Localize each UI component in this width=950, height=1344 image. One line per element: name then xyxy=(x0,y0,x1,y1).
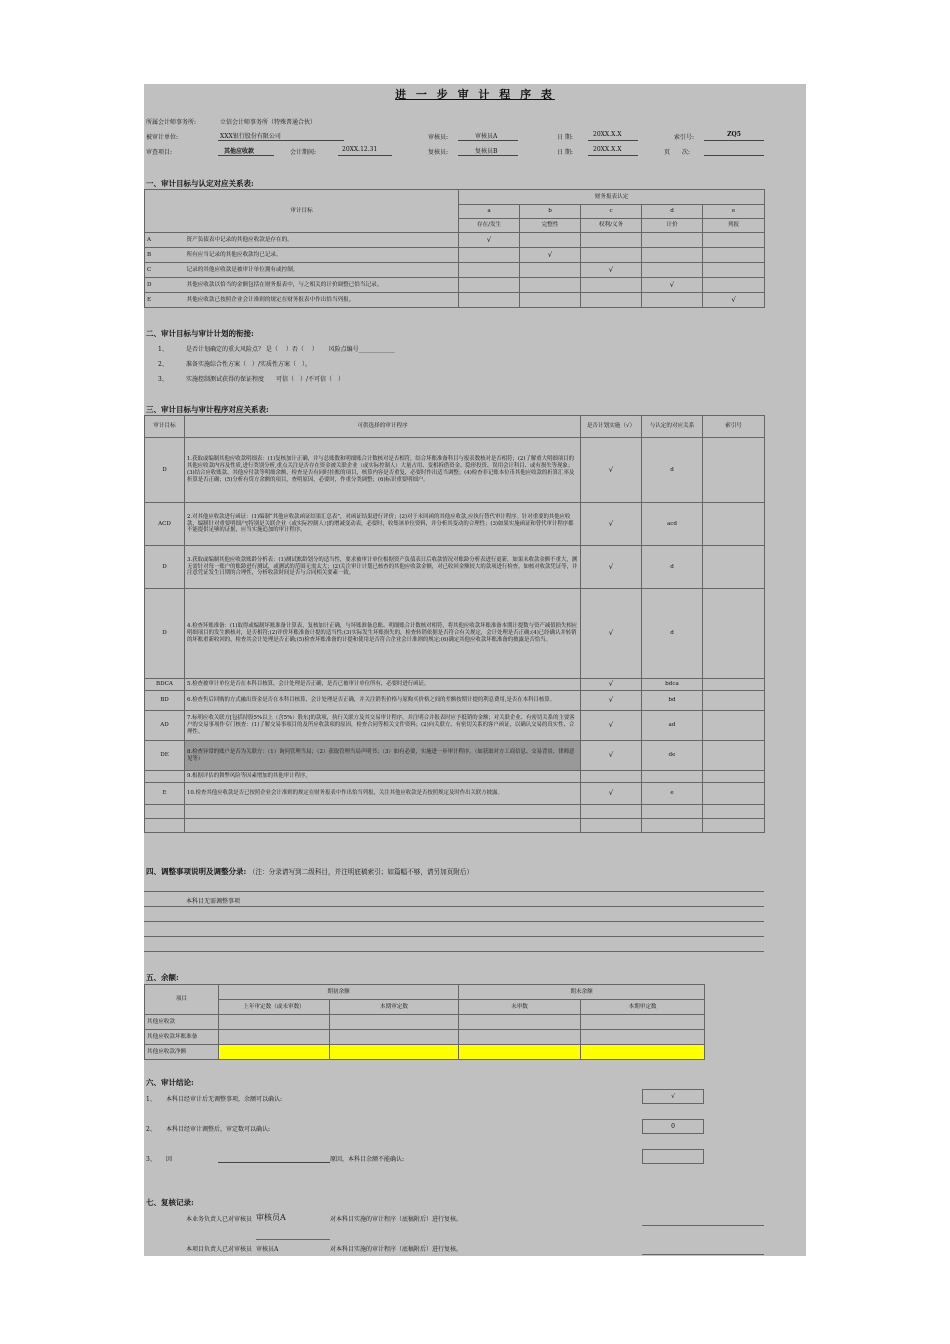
assertion-valuation: 计价 xyxy=(642,219,703,233)
objective-code: E xyxy=(145,293,185,308)
section7-heading: 七、复核记录: xyxy=(146,1198,194,1207)
procedure-text: 1.获取或编制其他应收款明细表：(1)复核加计正确，并与总账数和明细账合计数核对是否相符，结合坏账准备科目与报表数核对是否相符；(2)了解重大明细项目的其他应收款内容及性质,进行类别分析,重点关注是否存在资金被关联企业（或实际控制人）大量占用、变相拆借资金、隐形投资、误用会计科目、或有损失等现象；(3)结合应收账款、其他应付款等明细余额，检查是否有同时挂账的项目，核算内容是否重复，必要时作出适当调整；(4)检查非记账本位币其他应收款的折算汇率及折算是否正确；(5)分析有贷方余额的项目，查明原因，必要时，作重分类调整；(6)标识重要明细户。 xyxy=(185,438,581,503)
goal-cell: D xyxy=(145,438,185,503)
check-mark: √ xyxy=(459,233,520,248)
procedure-row xyxy=(145,741,765,771)
date-label-1: 日 期: xyxy=(557,134,573,141)
objective-text: 记录的其他应收款是被审计单位拥有或控制。 xyxy=(185,263,459,278)
date-field-1: 20XX.X.X xyxy=(588,131,638,141)
review-text-2b: 对本科目实施的审计程序（底稿附后）进行复核。 xyxy=(330,1246,463,1253)
goal-cell: E xyxy=(145,783,185,805)
firm-value: 立信会计师事务所（特殊普通合伙） xyxy=(220,119,317,126)
plan-check[interactable]: √ xyxy=(581,691,642,711)
index-cell[interactable] xyxy=(703,503,765,546)
conclusion-box-3[interactable] xyxy=(642,1149,704,1164)
goal-cell: D xyxy=(145,546,185,589)
procedure-row xyxy=(145,438,765,503)
goal-cell: BDCA xyxy=(145,679,185,691)
empty-row xyxy=(145,805,765,819)
audit-sheet xyxy=(144,84,806,1256)
client-field: XXX银行股份有限公司 xyxy=(218,131,344,141)
review-name-2: 审核员A xyxy=(256,1246,279,1253)
index-field: ZQ5 xyxy=(704,131,764,141)
s2-item-text: 准备实施综合性方案（ ）/实质性方案（ ）。 xyxy=(186,361,312,368)
balance-item: 其他应收款净额 xyxy=(145,1045,219,1060)
empty-cell xyxy=(581,805,642,819)
s6-text: 本科目经审计后无调整事项，余额可以确认: xyxy=(166,1096,283,1103)
letter-d: d xyxy=(642,205,703,219)
procedure-row xyxy=(145,691,765,711)
assertion-cell: d xyxy=(642,546,703,589)
balance-cell[interactable] xyxy=(219,1045,330,1060)
procedure-text: 9.根据评估的舞弊风险等因素增加的其他审计程序。 xyxy=(185,771,581,783)
col-closing: 期末余额 xyxy=(459,985,705,1000)
date-field-2: 20XX.X.X xyxy=(588,146,638,156)
goal-cell: BD xyxy=(145,691,185,711)
s6-text: 本科目经审计调整后，审定数可以确认: xyxy=(166,1126,271,1133)
col-fs-assertion: 财务报表认定 xyxy=(459,190,765,205)
index-cell[interactable] xyxy=(703,546,765,589)
s6-num: 1、 xyxy=(146,1096,156,1103)
col-unaudited: 未审数 xyxy=(459,1000,581,1015)
adjust-line xyxy=(144,921,764,922)
client-label: 被审计单位: xyxy=(146,134,179,141)
s2-item-num: 3、 xyxy=(158,376,168,383)
section2-heading: 二、审计目标与审计计划的衔接: xyxy=(146,329,254,338)
plan-check[interactable] xyxy=(581,771,642,783)
conclusion-box-2[interactable]: 0 xyxy=(642,1119,704,1134)
procedure-row xyxy=(145,771,765,783)
index-cell[interactable] xyxy=(703,589,765,679)
assertion-cell xyxy=(520,263,581,278)
assertion-cell xyxy=(642,293,703,308)
review-text-1: 本业务负责人已对审核员 xyxy=(186,1216,253,1223)
index-cell[interactable] xyxy=(703,691,765,711)
empty-cell xyxy=(185,805,581,819)
date-label-2: 日 期: xyxy=(557,149,573,156)
balance-cell[interactable] xyxy=(330,1030,459,1045)
assertion-existence: 存在/发生 xyxy=(459,219,520,233)
col-current-audited: 本期审定数 xyxy=(330,1000,459,1015)
signature-line-2[interactable] xyxy=(642,1254,764,1255)
plan-check[interactable]: √ xyxy=(581,711,642,741)
empty-cell xyxy=(642,805,703,819)
balance-cell[interactable] xyxy=(581,1030,705,1045)
item-label: 审查项目: xyxy=(146,149,173,156)
s2-item-text: 是否计划确定的重大风险点？ 是（ ）否（ ） 风险点编号____________ xyxy=(186,346,395,353)
assertion-cell xyxy=(703,248,765,263)
index-cell[interactable] xyxy=(703,438,765,503)
empty-cell xyxy=(185,819,581,833)
plan-check[interactable]: √ xyxy=(581,503,642,546)
section4-heading: 四、调整事项说明及调整分录: （注：分录请写到二级科目，并注明底稿索引；如篇幅不够，请另加页附后） xyxy=(146,867,474,876)
procedure-row xyxy=(145,546,765,589)
assertion-cell xyxy=(581,248,642,263)
balance-cell[interactable] xyxy=(330,1045,459,1060)
plan-check[interactable]: √ xyxy=(581,783,642,805)
assertion-cell xyxy=(520,278,581,293)
review-name-1: 审核员A xyxy=(256,1213,286,1222)
goal-cell: D xyxy=(145,589,185,679)
assertion-cell xyxy=(459,248,520,263)
check-mark: √ xyxy=(642,278,703,293)
letter-e: e xyxy=(703,205,765,219)
s6-text2: 原因，本科目余额不能确认: xyxy=(330,1156,405,1163)
empty-cell xyxy=(642,819,703,833)
empty-cell xyxy=(145,819,185,833)
preparer-label: 审核员: xyxy=(428,134,449,141)
balance-table xyxy=(144,984,705,1060)
assertion-cell xyxy=(642,233,703,248)
objective-text: 其他应收款以恰当的金额包括在财务报表中，与之相关的计价调整已恰当记录。 xyxy=(185,278,459,293)
objective-row xyxy=(145,293,765,308)
balance-item: 其他应收款坏账准备 xyxy=(145,1030,219,1045)
adjust-line xyxy=(144,891,764,892)
check-mark: √ xyxy=(703,293,765,308)
objective-text: 资产负债表中记录的其他应收款是存在的。 xyxy=(185,233,459,248)
signature-line-1[interactable] xyxy=(642,1225,764,1226)
balance-item: 其他应收款 xyxy=(145,1015,219,1030)
adjust-line xyxy=(144,906,764,907)
check-mark: √ xyxy=(520,248,581,263)
conclusion-box-1[interactable]: √ xyxy=(642,1089,704,1104)
empty-cell xyxy=(581,819,642,833)
page-title: 进 一 步 审 计 程 序 表 xyxy=(395,88,555,101)
balance-cell[interactable] xyxy=(581,1015,705,1030)
index-cell[interactable] xyxy=(703,679,765,691)
assertion-cell xyxy=(642,771,703,783)
procedure-text: 3.获取或编制其他应收款账龄分析表：(1)测试账龄划分的适当性，要求被审计单位根据资产负债表日后收款情况对账龄分析表进行更新，如果未收款金额不重大，测无需针对每一账户的账龄进行测试，或测试的范围无需太大；(2)关注审计计划已核查的其他应收款金额，对已收回金额较大的款项进行检查，如核对收款凭证等，并注意凭证发生日期的合理性，分析收款时间是否与合同相关要素一致。 xyxy=(185,546,581,589)
name-underline xyxy=(256,1239,330,1240)
s6-num: 2、 xyxy=(146,1126,156,1133)
balance-cell[interactable] xyxy=(219,1015,330,1030)
section5-heading: 五、余额: xyxy=(146,973,179,982)
plan-check[interactable]: √ xyxy=(581,741,642,771)
objective-table xyxy=(144,189,765,308)
s6-num: 3、 xyxy=(146,1156,156,1163)
goal-cell: ACD xyxy=(145,503,185,546)
objective-code: C xyxy=(145,263,185,278)
objective-row xyxy=(145,233,765,248)
section3-heading: 三、审计目标与审计程序对应关系表: xyxy=(146,405,269,414)
review-text-1b: 对本科目实施的审计程序（底稿附后）进行复核。 xyxy=(330,1216,463,1223)
col-prior-audited: 上年审定数（或未审数） xyxy=(219,1000,330,1015)
objective-row xyxy=(145,248,765,263)
plan-check[interactable]: √ xyxy=(581,546,642,589)
balance-cell[interactable] xyxy=(330,1015,459,1030)
assertion-cell xyxy=(703,233,765,248)
goal-cell xyxy=(145,771,185,783)
col-item: 项目 xyxy=(145,985,219,1015)
balance-row xyxy=(145,1045,705,1060)
assertion-cell xyxy=(703,263,765,278)
assertion-cell: e xyxy=(642,783,703,805)
assertion-cell: de xyxy=(642,741,703,771)
assertion-cell xyxy=(581,293,642,308)
empty-cell xyxy=(703,819,765,833)
index-cell[interactable] xyxy=(703,771,765,783)
procedure-text: 4.检查坏账准备：(1)取得或编制坏账准备计算表，复核加计正确，与坏账准备总账、明细账合计数核对相符，将其他应收款坏账准备本期计提数与资产减值损失相应明细项目的发生额核对，是否相符;(2)评价坏账准备计提的适当性;(3)实际发生坏账损失的，检查转销依据是否符合有关规定，会计处理是否正确;(4)已经确认并转销的坏账重新收回的，检查其会计处理是否正确;(5)检查坏账准备的计提和使用是否符合企业会计准则的规定;(6)确定其他应收款坏账准备的披露是否恰当。 xyxy=(185,589,581,679)
preparer-field: 审核员A xyxy=(458,131,518,141)
objective-text: 其他应收款已按照企业会计准则的规定在财务报表中作出恰当列报。 xyxy=(185,293,459,308)
objective-code: A xyxy=(145,233,185,248)
procedure-row xyxy=(145,679,765,691)
assertion-cell xyxy=(459,263,520,278)
balance-cell[interactable] xyxy=(459,1015,581,1030)
period-label: 会计期间: xyxy=(290,149,317,156)
objective-row xyxy=(145,278,765,293)
goal-cell: AD xyxy=(145,711,185,741)
balance-row xyxy=(145,1015,705,1030)
col-assertion: 与认定的对应关系 xyxy=(642,416,703,438)
reviewer-label: 复核员: xyxy=(428,149,449,156)
assertion-rights: 权利/义务 xyxy=(581,219,642,233)
assertion-cell xyxy=(642,263,703,278)
assertion-cell xyxy=(703,278,765,293)
empty-cell xyxy=(703,805,765,819)
firm-label: 所属会计师事务所: xyxy=(146,119,197,126)
assertion-cell xyxy=(581,233,642,248)
period-field: 20XX.12.31 xyxy=(338,146,392,156)
balance-cell[interactable] xyxy=(581,1045,705,1060)
assertion-cell: bd xyxy=(642,691,703,711)
assertion-cell: d xyxy=(642,589,703,679)
col-objective: 审计目标 xyxy=(145,190,459,233)
assertion-cell xyxy=(642,248,703,263)
assertion-cell xyxy=(459,293,520,308)
objective-text: 所有应当记录的其他应收款均已记录。 xyxy=(185,248,459,263)
goal-cell: DE xyxy=(145,741,185,771)
procedure-text: 10.检查其他应收款是否已按照企业会计准则的规定在财务报表中作出恰当列报，关注其他应收款是否按照规定及时作出关联方披露。 xyxy=(185,783,581,805)
reviewer-field: 复核员B xyxy=(458,146,518,156)
col-closing-audited: 本期审定数 xyxy=(581,1000,705,1015)
page-field xyxy=(704,146,764,156)
reason-field[interactable] xyxy=(218,1153,330,1163)
balance-row xyxy=(145,1030,705,1045)
page-label: 页 次: xyxy=(664,149,691,156)
s2-item-text: 实施控制测试获得的保证程度 可信（ ）/不可信（ ） xyxy=(186,376,345,383)
index-cell[interactable] xyxy=(703,711,765,741)
assertion-cell: ad xyxy=(642,711,703,741)
adjust-line xyxy=(144,936,764,937)
procedure-text: 2.对其他应收款进行函证：(1)编制“其他应收款函证结果汇总表”，对函证结果进行评价；(2)对于未回函的其他应收款,应执行替代审计程序。针对重要的其他应收款，编制针对重要明细户[特别是关联企业（或实际控制人）]的增减变动表，必要时，收集该单位资料，并分析其变动的合理性；(3)如果实施函证和替代审计程序都不能提供足够的证据，应当实施追加的审计程序。 xyxy=(185,503,581,546)
s6-text: 因 xyxy=(166,1156,173,1163)
empty-cell xyxy=(145,805,185,819)
balance-cell[interactable] xyxy=(459,1045,581,1060)
assertion-cell xyxy=(581,278,642,293)
assertion-cell: bdca xyxy=(642,679,703,691)
index-cell[interactable] xyxy=(703,741,765,771)
procedure-row xyxy=(145,783,765,805)
balance-cell[interactable] xyxy=(459,1030,581,1045)
index-cell[interactable] xyxy=(703,783,765,805)
review-text-2: 本项目负责人已对审核员 xyxy=(186,1246,253,1253)
assertion-cell: acd xyxy=(642,503,703,546)
objective-row xyxy=(145,263,765,278)
col-plan: 是否计划实施（√） xyxy=(581,416,642,438)
col-opening: 期初余额 xyxy=(219,985,459,1000)
procedure-text: 7.标明应收关联方[包括持股5%以上（含5%）股东]的款项，执行关联方及其交易审计程序，并注明合并报表时应予抵销的金额；对关联企业、有密切关系的主要客户的交易事项作专门核查：(1)了解交易事项目的及所应收款项的原因，检查合同等相关文件资料；(2)向关联方、有密切关系的客户函证，以确认交易的真实性、合理性。 xyxy=(185,711,581,741)
procedure-text: 5.检查被审计单位是否在本科目核算，会计处理是否正确，是否已被审计单位所有，必要时进行函证。 xyxy=(185,679,581,691)
assertion-cell xyxy=(520,233,581,248)
objective-code: D xyxy=(145,278,185,293)
assertion-completeness: 完整性 xyxy=(520,219,581,233)
balance-cell[interactable] xyxy=(219,1030,330,1045)
procedure-row xyxy=(145,589,765,679)
col-goal: 审计目标 xyxy=(145,416,185,438)
index-label: 索引号: xyxy=(674,134,695,141)
col-procedure: 可供选择的审计程序 xyxy=(185,416,581,438)
section1-heading: 一、审计目标与认定对应关系表: xyxy=(146,179,254,188)
objective-code: B xyxy=(145,248,185,263)
letter-b: b xyxy=(520,205,581,219)
procedure-text: 6.检查售后回购的方式融出资金是否在本科目核算，会计处理是否正确，并关注销售价格与原购买价格之间的差额按期计提的利息费用,是否在本科目核算。 xyxy=(185,691,581,711)
section6-heading: 六、审计结论: xyxy=(146,1078,194,1087)
assertion-cell: d xyxy=(642,438,703,503)
empty-row xyxy=(145,819,765,833)
check-mark: √ xyxy=(581,263,642,278)
adjust-line xyxy=(144,951,764,952)
section4-note: （注：分录请写到二级科目，并注明底稿索引；如篇幅不够，请另加页附后） xyxy=(248,868,474,876)
assertion-presentation: 列报 xyxy=(703,219,765,233)
letter-c: c xyxy=(581,205,642,219)
s2-item-num: 2、 xyxy=(158,361,168,368)
item-field: 其他应收款 xyxy=(218,146,274,156)
col-index: 索引号 xyxy=(703,416,765,438)
letter-a: a xyxy=(459,205,520,219)
plan-check[interactable]: √ xyxy=(581,679,642,691)
adjust-text: 本科目无需调整事项 xyxy=(186,898,241,905)
procedure-row xyxy=(145,503,765,546)
s2-item-num: 1、 xyxy=(158,346,168,353)
procedure-text: 8.检查异常的账户是否为关联方：（1）询问管理当局；（2）获取管理当局声明书；（3）如有必要，实施进一步审计程序。（如获取对方工商信息、交易背景、律师意见等） xyxy=(185,741,581,771)
procedure-row xyxy=(145,711,765,741)
assertion-cell xyxy=(520,293,581,308)
plan-check[interactable]: √ xyxy=(581,438,642,503)
procedure-table xyxy=(144,415,765,833)
assertion-cell xyxy=(459,278,520,293)
plan-check[interactable]: √ xyxy=(581,589,642,679)
